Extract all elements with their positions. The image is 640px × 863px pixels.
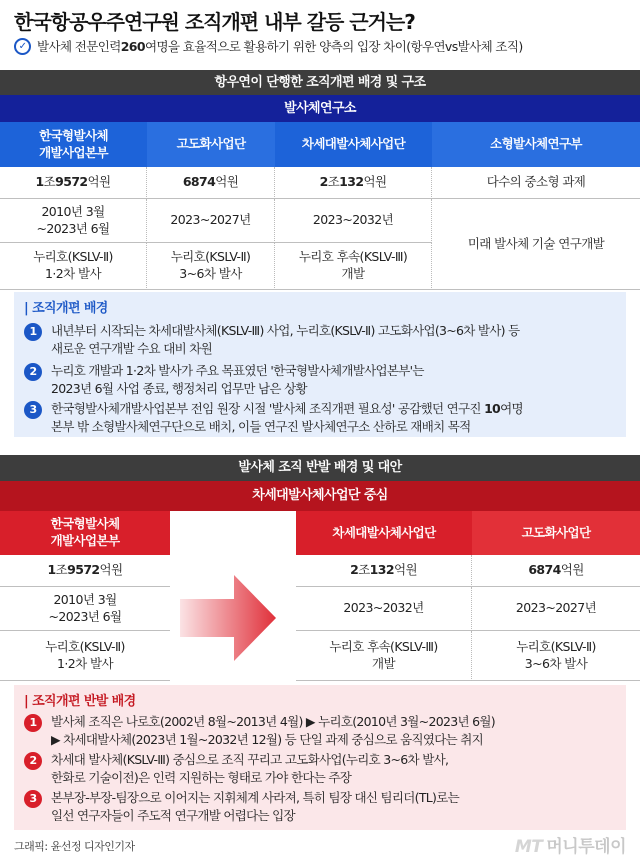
- col-header-hankook: 한국형발사체 개발사업본부: [0, 122, 147, 167]
- number-3-icon: 3: [24, 790, 42, 808]
- subtitle-text-post: 여명을 효율적으로 활용하기 위한 양측의 입장 차이(항우연vs발사체 조직): [145, 39, 523, 54]
- page-title: 한국항공우주연구원 조직개편 내부 갈등 근거는?: [14, 10, 415, 34]
- subtitle-number: 260: [120, 38, 145, 54]
- section2-bar: 발사체 조직 반발 배경 및 대안: [0, 455, 640, 481]
- period-hankook: 2010년 3월 ~2023년 6월: [0, 199, 147, 243]
- task-sohyung: 미래 발사체 기술 연구개발: [432, 199, 640, 290]
- section2-item-2: 2 차세대 발사체(KSLV-Ⅲ) 중심으로 조직 꾸리고 고도화사업(누리호 3~6차 발사, 한화로 기술이전)은 인력 지원하는 형태로 가야 한다는 주장: [24, 751, 614, 787]
- s2-header-chasedae: 차세대발사체사업단: [296, 511, 472, 555]
- right-arrow-icon: [180, 571, 280, 665]
- col-header-godohwa: 고도화사업단: [147, 122, 275, 167]
- s2-header-godohwa: 고도화사업단: [472, 511, 640, 555]
- s2-period-hankook: 2010년 3월 ~2023년 6월: [0, 587, 170, 631]
- s2-task-chasedae: 누리호 후속(KSLV-Ⅲ) 개발: [296, 631, 472, 681]
- subtitle-text-pre: 발사체 전문인력: [37, 39, 121, 54]
- section1-panel-title: | 조직개편 배경: [24, 301, 108, 316]
- s2-period-godohwa: 2023~2027년: [472, 587, 640, 631]
- section2-background-panel: [14, 685, 626, 830]
- section2-org-title: 차세대발사체사업단 중심: [0, 481, 640, 511]
- section2-item-1: 1 발사체 조직은 나로호(2002년 8월~2013년 4월) ▶ 누리호(2010년 3월~2023년 6월) ▶ 차세대발사체(2023년 1월~2032년 12월) 등 단일 과제 중심으로 움직였다는 취지: [24, 713, 614, 749]
- check-circle-icon: ✓: [14, 38, 31, 55]
- s2-task-godohwa: 누리호(KSLV-Ⅱ) 3~6차 발사: [472, 631, 640, 681]
- section2-table: [0, 511, 640, 671]
- period-chasedae: 2023~2032년: [275, 199, 432, 243]
- section1-org-title: 발사체연구소: [0, 95, 640, 122]
- s2-header-hankook: 한국형발사체 개발사업본부: [0, 511, 170, 555]
- s2-budget-hankook: 1 조 9572 억원: [0, 555, 170, 587]
- s2-header-spacer: [170, 511, 296, 555]
- budget-sohyung: 다수의 중소형 과제: [432, 167, 640, 199]
- budget-godohwa: 6874 억원: [147, 167, 275, 199]
- section1-item-3: 3 한국형발사체개발사업본부 전임 원장 시절 '발사체 조직개편 필요성' 공감했던 연구진 10여명 본부 밖 소형발사체연구단으로 배치, 이들 연구진 발사체연구소 산하로 재배치 목적: [24, 400, 614, 436]
- graphic-credit: 그래픽: 윤선정 디자인기자: [14, 840, 135, 853]
- task-godohwa: 누리호(KSLV-Ⅱ) 3~6차 발사: [147, 243, 275, 290]
- task-chasedae: 누리호 후속(KSLV-Ⅲ) 개발: [275, 243, 432, 290]
- s2-budget-godohwa: 6874 억원: [472, 555, 640, 587]
- number-1-icon: 1: [24, 323, 42, 341]
- s2-task-hankook: 누리호(KSLV-Ⅱ) 1·2차 발사: [0, 631, 170, 681]
- publisher-logo: MT 머니투데이: [514, 837, 626, 857]
- col-header-chasedae: 차세대발사체사업단: [275, 122, 432, 167]
- budget-chasedae: 2 조 132 억원: [275, 167, 432, 199]
- task-hankook: 누리호(KSLV-Ⅱ) 1·2차 발사: [0, 243, 147, 290]
- section2-item-3: 3 본부장-부장-팀장으로 이어지는 지휘체계 사라져, 특히 팀장 대신 팀리더(TL)로는 일선 연구자들이 주도적 연구개발 어렵다는 입장: [24, 789, 614, 825]
- period-godohwa: 2023~2027년: [147, 199, 275, 243]
- number-2-icon: 2: [24, 752, 42, 770]
- section1-item-1: 1 내년부터 시작되는 차세대발사체(KSLV-Ⅲ) 사업, 누리호(KSLV-Ⅱ) 고도화사업(3~6차 발사) 등 새로운 연구개발 수요 대비 차원: [24, 322, 614, 358]
- budget-hankook: 1 조 9572 억원: [0, 167, 147, 199]
- number-2-icon: 2: [24, 363, 42, 381]
- number-1-icon: 1: [24, 714, 42, 732]
- col-header-sohyung: 소형발사체연구부: [432, 122, 640, 167]
- section1-table: [0, 122, 640, 290]
- section1-item-2: 2 누리호 개발과 1·2차 발사가 주요 목표였던 '한국형발사체개발사업본부'는 2023년 6월 사업 종료, 행정처리 업무만 남은 상황: [24, 362, 614, 398]
- number-3-icon: 3: [24, 401, 42, 419]
- section1-background-panel: [14, 292, 626, 437]
- s2-period-chasedae: 2023~2032년: [296, 587, 472, 631]
- section1-bar: 항우연이 단행한 조직개편 배경 및 구조: [0, 70, 640, 95]
- subtitle: [14, 37, 523, 55]
- s2-budget-chasedae: 2 조 132 억원: [296, 555, 472, 587]
- section2-panel-title: | 조직개편 반발 배경: [24, 694, 136, 709]
